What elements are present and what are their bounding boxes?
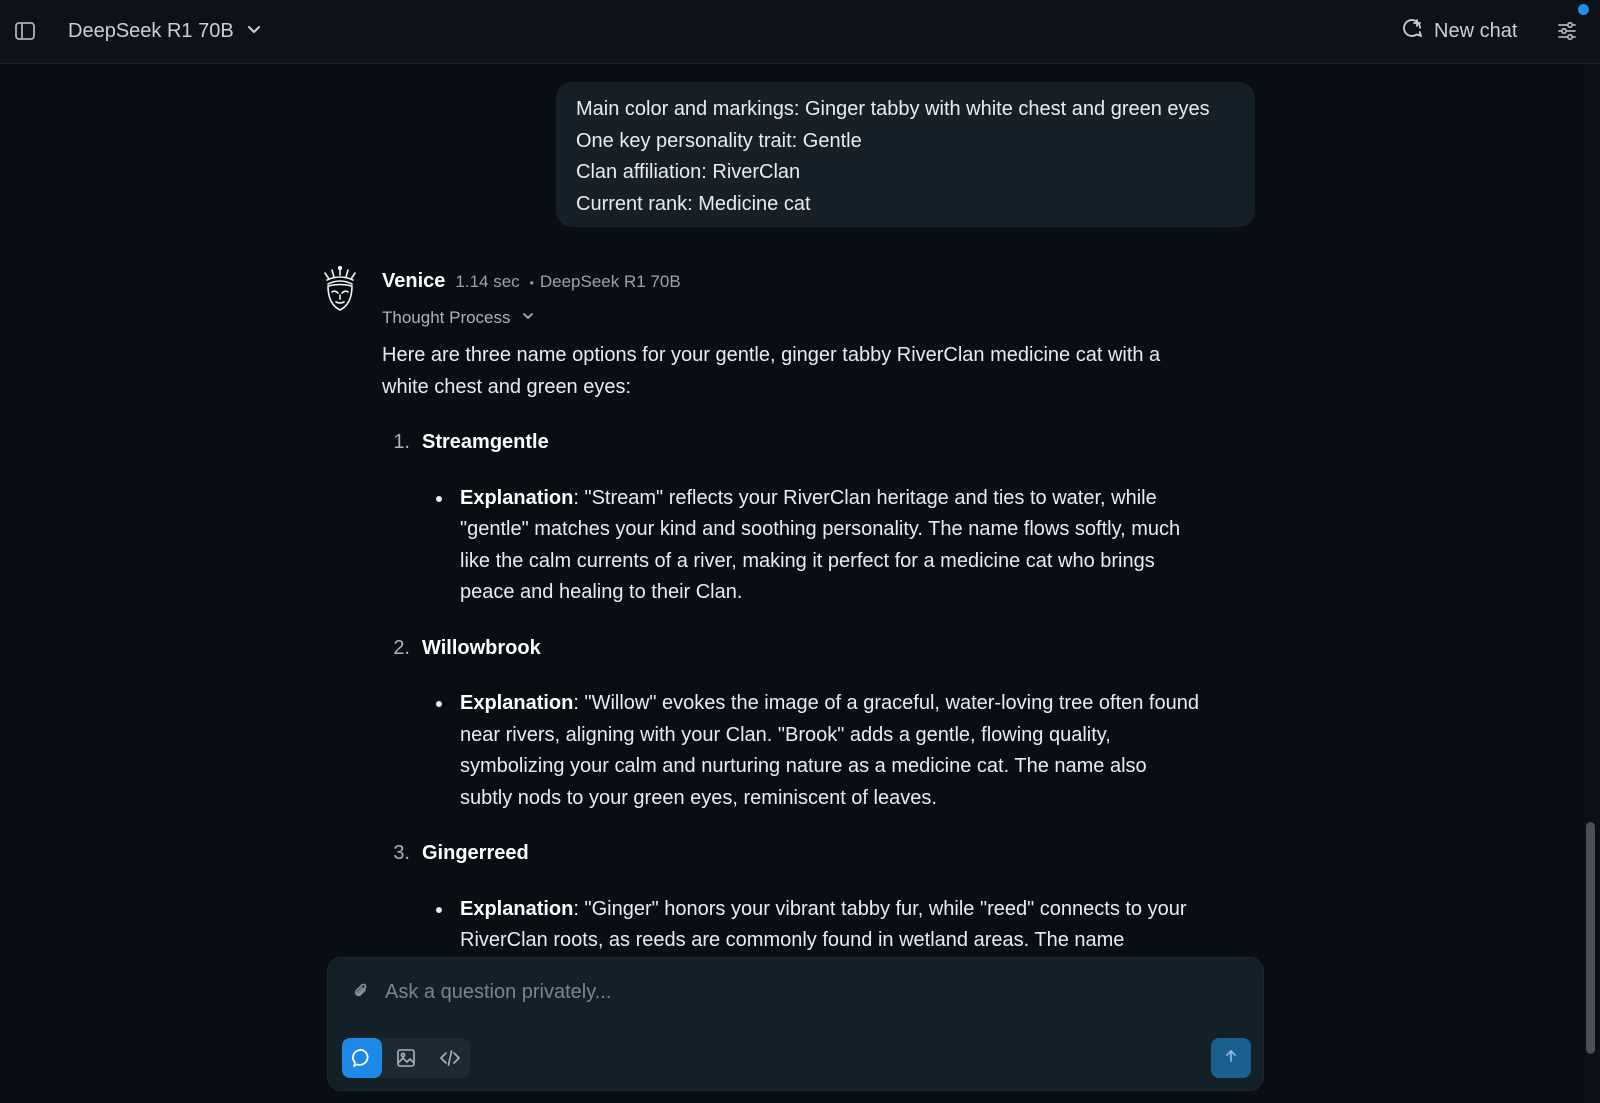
thought-process-label: Thought Process <box>382 308 511 327</box>
chevron-down-icon <box>521 308 535 328</box>
explanation-label: Explanation <box>460 692 574 714</box>
option-explanation <box>460 894 1202 957</box>
arrow-up-icon <box>1223 1048 1239 1069</box>
option-heading <box>390 838 1202 870</box>
user-message-line: Current rank: Medicine cat <box>576 192 811 215</box>
explanation-label: Explanation <box>460 486 574 509</box>
option-explanation <box>460 483 1202 609</box>
thought-process-toggle[interactable] <box>382 305 535 331</box>
model-name: DeepSeek R1 70B <box>68 19 234 42</box>
model-selector[interactable] <box>68 16 262 46</box>
paperclip-icon[interactable] <box>350 980 372 1002</box>
user-message-bubble <box>556 82 1255 227</box>
option-number: 3. <box>393 842 410 864</box>
meta-separator: • <box>529 276 534 290</box>
image-icon[interactable] <box>386 1038 426 1078</box>
option-heading <box>390 633 1202 665</box>
explanation-text: : "Stream" reflects your RiverClan heritage and ties to water, while "gentle" matches your kind and soothing personality. The name flows softly, much like the calm currents of a river, making it perfect for a medicine cat who brings peace and healing to their Clan. <box>460 486 1181 603</box>
explanation-label: Explanation <box>460 897 574 920</box>
new-chat-label: New chat <box>1434 19 1518 42</box>
scrollbar-thumb[interactable] <box>1586 822 1595 1054</box>
list-item <box>382 633 1202 815</box>
response-model: DeepSeek R1 70B <box>539 272 681 291</box>
answer-intro: Here are three name options for your gentle, ginger tabby RiverClan medicine cat with a white chest and green eyes: <box>382 344 1161 398</box>
option-number: 2. <box>393 636 410 659</box>
explanation-text: : "Willow" evokes the image of a graceful, water-loving tree often found near rivers, aligning with your Clan. "Brook" adds a gentle, flowing quality, symbolizing your calm and nurturing nature as a medicine cat. The name also subtly nods to your green eyes, reminiscent of leaves. <box>460 692 1199 809</box>
new-chat-button[interactable] <box>1400 16 1517 46</box>
option-name: Gingerreed <box>422 842 529 864</box>
list-item <box>382 427 1202 609</box>
message-meta <box>382 270 681 296</box>
response-time: 1.14 sec <box>455 272 520 291</box>
bottom-spacer <box>327 1091 1264 1103</box>
user-message-line: Clan affiliation: RiverClan <box>576 161 801 183</box>
chevron-down-icon <box>246 20 262 43</box>
option-name: Streamgentle <box>422 431 549 453</box>
option-number: 1. <box>393 431 410 453</box>
explanation-text: : "Ginger" honors your vibrant tabby fur, while "reed" connects to your RiverClan roots, as reeds are commonly found in wetland areas. The name <box>460 897 1187 951</box>
message-composer <box>327 957 1264 1091</box>
option-explanation <box>460 688 1202 814</box>
user-message-line: One key personality trait: Gentle <box>576 129 862 152</box>
code-icon[interactable] <box>430 1038 470 1078</box>
venice-avatar-icon <box>322 266 358 312</box>
prompt-input[interactable] <box>385 974 1225 1010</box>
send-button[interactable] <box>1211 1038 1251 1078</box>
sidebar-toggle-icon[interactable] <box>13 19 37 43</box>
notification-dot <box>1578 4 1589 15</box>
option-heading <box>390 427 1202 459</box>
chat-icon[interactable] <box>342 1038 382 1078</box>
list-item <box>382 838 1202 957</box>
mode-selector <box>342 1038 470 1078</box>
option-name: Willowbrook <box>422 636 541 659</box>
top-bar <box>0 0 1600 64</box>
user-message-line: Main color and markings: Ginger tabby with white chest and green eyes <box>576 98 1210 120</box>
assistant-answer <box>382 340 1202 981</box>
message-author: Venice <box>382 270 446 292</box>
new-chat-icon <box>1400 16 1424 46</box>
settings-sliders-icon[interactable] <box>1553 17 1581 45</box>
